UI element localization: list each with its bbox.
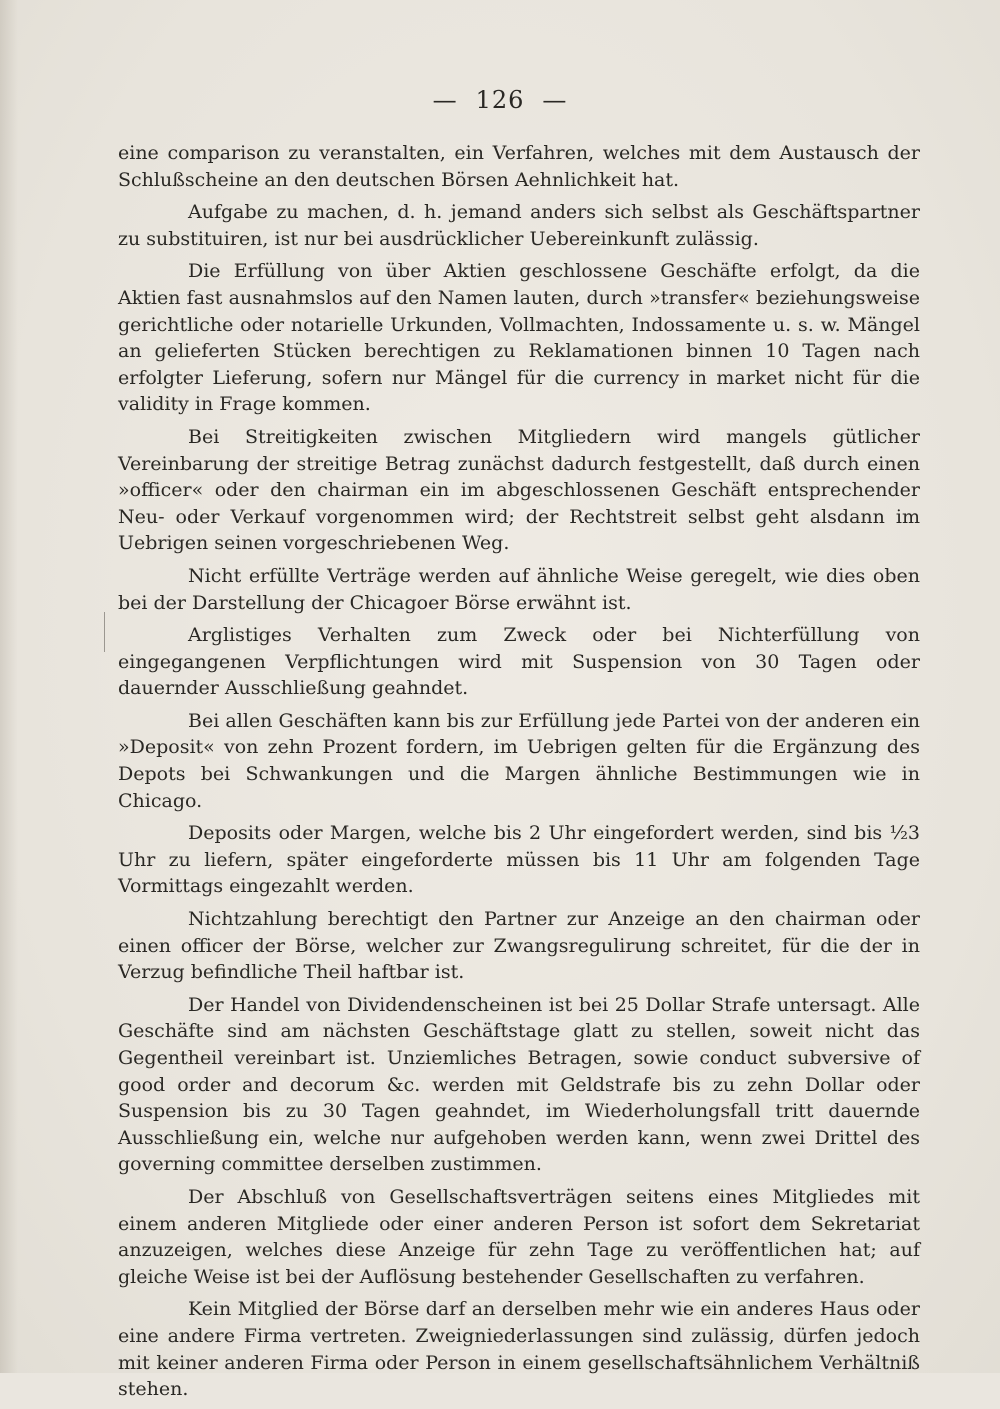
paragraph: Bei allen Geschäften kann bis zur Erfüllung jede Partei von der anderen ein »Deposit« von zehn Prozent fordern, im Uebrigen gelten für die Ergänzung des Depots bei Schwankungen und die Margen ähnliche Bestimmungen wie in Chicago. [118,709,920,812]
paragraph: Die Erfüllung von über Aktien geschlossene Geschäfte erfolgt, da die Aktien fast ausnahmslos auf den Namen lauten, durch »transfer« beziehungsweise gerichtliche oder notarielle Urkunden, Vollmachten, Indossamente u. s. w. Mängel an gelieferten Stücken berechtigen zu Reklamationen binnen 10 Tagen nach erfolgter Lieferung, sofern nur Mängel für die currency in market nicht für die validity in Frage kommen. [118,260,920,416]
paragraph: Der Abschluß von Gesellschaftsverträgen seitens eines Mitgliedes mit einem anderen Mitgliede oder einer anderen Person ist sofort dem Sekretariat anzuzeigen, welches diese Anzeige für zehn Tage zu veröffentlichen hat; auf gleiche Weise ist bei der Auflösung bestehender Gesellschaften zu verfahren. [118,1185,920,1288]
paragraph: Arglistiges Verhalten zum Zweck oder bei Nichterfüllung von eingegangenen Verpflichtungen wird mit Suspension von 30 Tagen oder dauernder Ausschließung geahndet. [118,624,920,700]
page-number [0,86,1000,114]
body-text [118,140,920,1409]
paragraph-continued: eine comparison zu veranstalten, ein Verfahren, welches mit dem Austausch der Schlußscheine an den deutschen Börsen Aehnlichkeit hat. [118,142,920,191]
margin-pencil-mark [104,612,105,652]
page-number-dash-left: — [432,86,458,114]
paragraph: Der Handel von Dividendenscheinen ist bei 25 Dollar Strafe untersagt. Alle Geschäfte sind am nächsten Geschäftstage glatt zu stellen, soweit nicht das Gegentheil vereinbart ist. Unziemliches Betragen, sowie conduct subversive of good order and decorum &c. werden mit Geldstrafe bis zu zehn Dollar oder Suspension bis zu 30 Tagen geahndet, im Wiederholungsfall tritt dauernde Ausschließung ein, welche nur aufgehoben werden kann, wenn zwei Drittel des governing committee derselben zustimmen. [118,993,920,1176]
binding-shadow [0,0,18,1373]
paragraph: Bei Streitigkeiten zwischen Mitgliedern wird mangels gütlicher Vereinbarung der streitige Betrag zunächst dadurch festgestellt, daß durch einen »officer« oder den chairman ein im abgeschlossenen Geschäft entsprechender Neu- oder Verkauf vorgenommen wird; der Rechtstreit selbst geht alsdann im Uebrigen seinen vorgeschriebenen Weg. [118,425,920,555]
page-number-dash-right: — [542,86,568,114]
paragraph: Nichtzahlung berechtigt den Partner zur Anzeige an den chairman oder einen officer der Börse, welcher zur Zwangsregulirung schreitet, für die der in Verzug befindliche Theil haftbar ist. [118,908,920,984]
paragraph: Deposits oder Margen, welche bis 2 Uhr eingefordert werden, sind bis ½3 Uhr zu liefern, später eingeforderte müssen bis 11 Uhr am folgenden Tage Vormittags eingezahlt werden. [118,822,920,898]
paragraph: Kein Mitglied der Börse darf an derselben mehr wie ein anderes Haus oder eine andere Firma vertreten. Zweigniederlassungen sind zulässig, dürfen jedoch mit keiner anderen Firma oder Person in einem gesellschaftsähnlichem Verhältniß stehen. [118,1298,920,1401]
paragraph: Nicht erfüllte Verträge werden auf ähnliche Weise geregelt, wie dies oben bei der Darstellung der Chicagoer Börse erwähnt ist. [118,564,920,614]
paragraph: Aufgabe zu machen, d. h. jemand anders sich selbst als Geschäftspartner zu substituiren, ist nur bei ausdrücklicher Uebereinkunft zulässig. [118,201,920,250]
page-number-value: 126 [475,86,525,114]
